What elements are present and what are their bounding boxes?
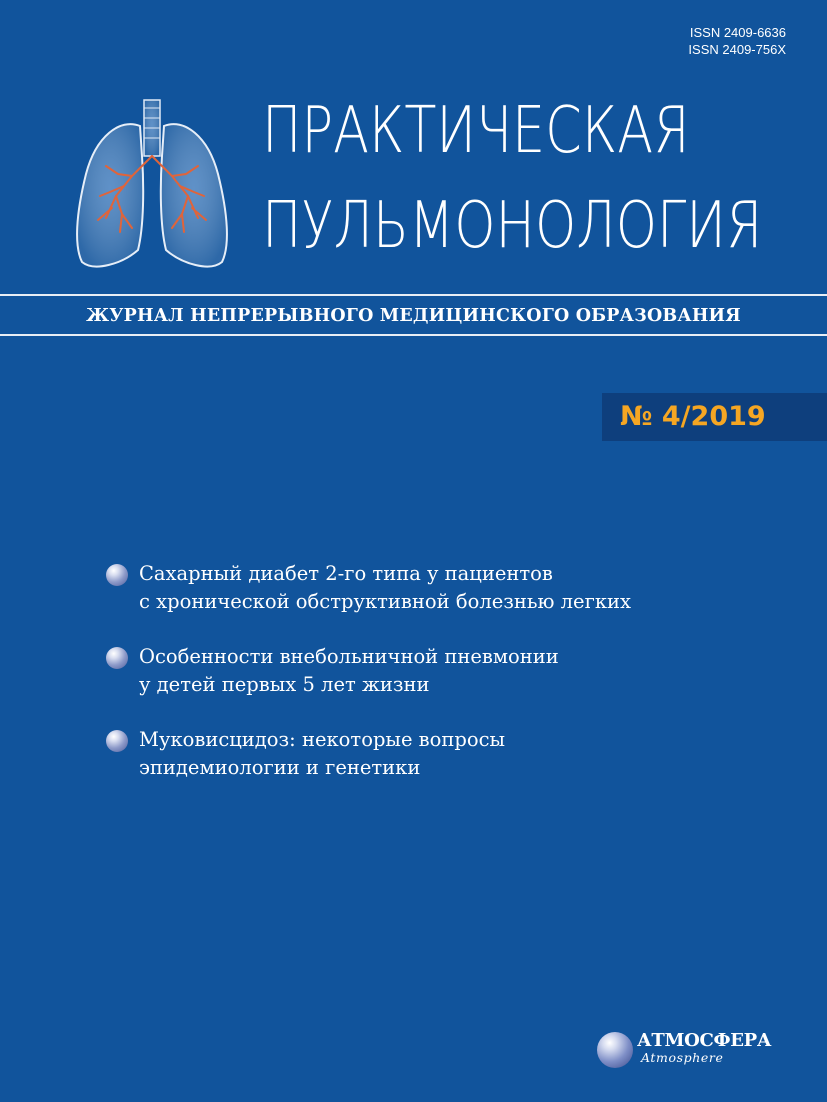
article-title-line: Сахарный диабет 2-го типа у пациентов (139, 562, 553, 585)
article-title-line: эпидемиологии и генетики (139, 756, 421, 779)
issue-number: № 4/2019 (620, 401, 766, 432)
journal-title-line1: ПРАКТИЧЕСКАЯ (262, 94, 690, 168)
sphere-bullet-icon (106, 647, 128, 669)
publisher-name-latin: Atmosphere (641, 1050, 724, 1065)
sphere-bullet-icon (106, 564, 128, 586)
publisher-logo (597, 1030, 797, 1070)
article-item (106, 643, 806, 699)
issn-block (688, 24, 786, 58)
article-list (106, 560, 806, 809)
journal-title-line2: ПУЛЬМОНОЛОГИЯ (262, 189, 763, 263)
issn-print: ISSN 2409-6636 (689, 25, 786, 40)
publisher-name: АТМОСФЕРА (637, 1030, 772, 1051)
sphere-bullet-icon (106, 730, 128, 752)
divider-top (0, 294, 827, 296)
divider-bottom (0, 334, 827, 336)
lungs-icon (72, 96, 232, 272)
journal-subtitle: ЖУРНАЛ НЕПРЕРЫВНОГО МЕДИЦИНСКОГО ОБРАЗОВАНИЯ (86, 306, 741, 326)
article-title-line: Особенности внебольничной пневмонии (139, 645, 559, 668)
article-title-line: Муковисцидоз: некоторые вопросы (139, 728, 506, 751)
article-item (106, 726, 806, 782)
atmosphere-orb-icon (597, 1032, 633, 1068)
issn-online: ISSN 2409-756X (688, 42, 786, 57)
article-title-line: у детей первых 5 лет жизни (139, 673, 430, 696)
article-title-line: с хронической обструктивной болезнью легких (139, 590, 631, 613)
article-item (106, 560, 806, 616)
